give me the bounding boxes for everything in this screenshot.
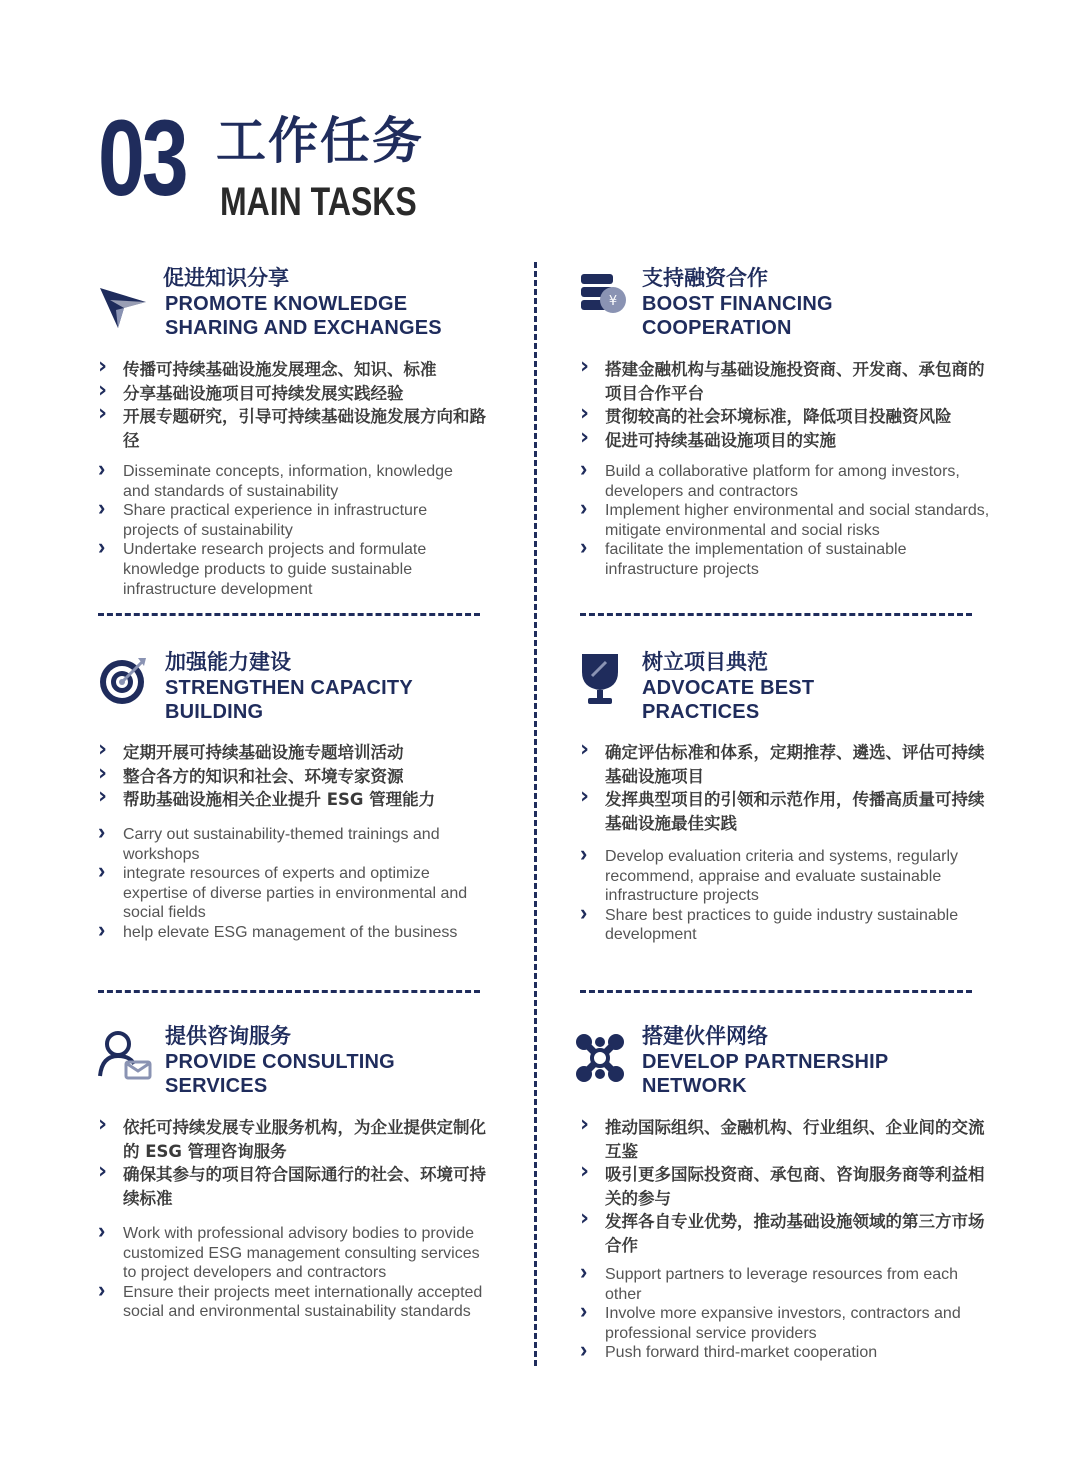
section-title-en-line: PRACTICES — [642, 701, 760, 723]
list-item: › Implement higher environmental and social standards, mitigate environmental and social risks — [580, 501, 992, 540]
divider-left-2 — [98, 990, 480, 993]
list-item: › 依托可持续发展专业服务机构，为企业提供定制化的 ESG 管理咨询服务 — [98, 1116, 486, 1163]
list-item: › 贯彻较高的社会环境标准，降低项目投融资风险 — [580, 405, 992, 429]
list-zh — [98, 1116, 486, 1210]
coins-yuan-icon — [579, 272, 629, 318]
list-item: › 确定评估标准和体系，定期推荐、遴选、评估可持续基础设施项目 — [580, 741, 992, 788]
list-item: › Undertake research projects and formulate knowledge products to guide sustainable infrastructure development — [98, 540, 483, 599]
list-zh — [580, 1116, 992, 1257]
list-item: › facilitate the implementation of sustainable infrastructure projects — [580, 540, 992, 579]
vertical-divider — [534, 262, 537, 1366]
list-en — [98, 1224, 483, 1322]
section-title-en — [642, 676, 814, 724]
divider-left-1 — [98, 613, 480, 616]
list-en — [580, 1265, 992, 1363]
section-title-zh: 支持融资合作 — [642, 266, 768, 290]
list-zh — [580, 358, 992, 452]
section-title-en-line: PROVIDE CONSULTING — [165, 1051, 395, 1073]
list-item: › Share best practices to guide industry sustainable development — [580, 906, 992, 945]
list-item: › 整合各方的知识和社会、环境专家资源 — [98, 765, 486, 789]
list-item: › Ensure their projects meet internationally accepted social and environmental sustainability standards — [98, 1283, 483, 1322]
section-title-en-line: DEVELOP PARTNERSHIP — [642, 1051, 889, 1073]
list-item: › 帮助基础设施相关企业提升 ESG 管理能力 — [98, 788, 486, 812]
list-en — [98, 825, 483, 943]
list-item: › Build a collaborative platform for among investors, developers and contractors — [580, 462, 992, 501]
list-item: › 开展专题研究，引导可持续基础设施发展方向和路径 — [98, 405, 486, 452]
section-title-en-line: SHARING AND EXCHANGES — [165, 317, 442, 339]
list-item: › 定期开展可持续基础设施专题培训活动 — [98, 741, 486, 765]
target-icon — [98, 656, 148, 710]
list-item: › 发挥各自专业优势，推动基础设施领域的第三方市场合作 — [580, 1210, 992, 1257]
section-title-en-line: BOOST FINANCING — [642, 293, 833, 315]
section-number: 03 — [98, 97, 186, 218]
section-title-en — [642, 292, 833, 340]
section-title-en — [165, 1050, 395, 1098]
list-zh — [98, 358, 486, 452]
section-title-en-line: PROMOTE KNOWLEDGE — [165, 293, 408, 315]
section-title-en-line: BUILDING — [165, 701, 264, 723]
list-item: › 传播可持续基础设施发展理念、知识、标准 — [98, 358, 486, 382]
divider-right-2 — [580, 990, 972, 993]
list-item: › 确保其参与的项目符合国际通行的社会、环境可持续标准 — [98, 1163, 486, 1210]
consultant-mail-icon — [98, 1030, 152, 1084]
paper-plane-icon — [98, 280, 148, 334]
page-title-zh: 工作任务 — [216, 112, 424, 170]
section-title-en-line: STRENGTHEN CAPACITY — [165, 677, 413, 699]
section-title-zh: 加强能力建设 — [165, 650, 291, 674]
list-item: › Work with professional advisory bodies to provide customized ESG management consulting services to project developers and contractors — [98, 1224, 483, 1283]
network-icon — [574, 1032, 626, 1088]
list-item: › 吸引更多国际投资商、承包商、咨询服务商等利益相关的参与 — [580, 1163, 992, 1210]
list-en — [98, 462, 483, 599]
list-item: › Carry out sustainability-themed trainings and workshops — [98, 825, 483, 864]
section-title-zh: 树立项目典范 — [642, 650, 768, 674]
list-item: › 发挥典型项目的引领和示范作用，传播高质量可持续基础设施最佳实践 — [580, 788, 992, 835]
section-title-en — [165, 292, 442, 340]
list-item: › Push forward third-market cooperation — [580, 1343, 992, 1363]
list-item: › integrate resources of experts and optimize expertise of diverse parties in environmental and social fields — [98, 864, 483, 923]
list-item: › Share practical experience in infrastructure projects of sustainability — [98, 501, 483, 540]
list-zh — [580, 741, 992, 835]
list-item: › 促进可持续基础设施项目的实施 — [580, 429, 992, 453]
section-title-en-line: ADVOCATE BEST — [642, 677, 815, 699]
list-item: › 搭建金融机构与基础设施投资商、开发商、承包商的项目合作平台 — [580, 358, 992, 405]
list-item: › 推动国际组织、金融机构、行业组织、企业间的交流互鉴 — [580, 1116, 992, 1163]
list-en — [580, 462, 992, 580]
section-title-zh: 搭建伙伴网络 — [642, 1024, 768, 1048]
trophy-icon — [578, 652, 622, 710]
section-title-en-line: NETWORK — [642, 1075, 747, 1097]
section-title-en-line: SERVICES — [165, 1075, 268, 1097]
section-title-en-line: COOPERATION — [642, 317, 792, 339]
list-item: › Disseminate concepts, information, knowledge and standards of sustainability — [98, 462, 483, 501]
section-title-zh: 提供咨询服务 — [165, 1024, 291, 1048]
divider-right-1 — [580, 613, 972, 616]
page-title-en: MAIN TASKS — [220, 180, 417, 224]
list-zh — [98, 741, 486, 812]
list-item: › Develop evaluation criteria and systems, regularly recommend, appraise and evaluate sustainable infrastructure projects — [580, 847, 992, 906]
svg-text:¥: ¥ — [608, 294, 618, 309]
list-item: › Involve more expansive investors, contractors and professional service providers — [580, 1304, 992, 1343]
section-title-en — [642, 1050, 888, 1098]
section-title-en — [165, 676, 413, 724]
list-item: › Support partners to leverage resources from each other — [580, 1265, 992, 1304]
list-item: › help elevate ESG management of the business — [98, 923, 483, 943]
list-en — [580, 847, 992, 945]
section-title-zh: 促进知识分享 — [163, 266, 289, 290]
list-item: › 分享基础设施项目可持续发展实践经验 — [98, 382, 486, 406]
